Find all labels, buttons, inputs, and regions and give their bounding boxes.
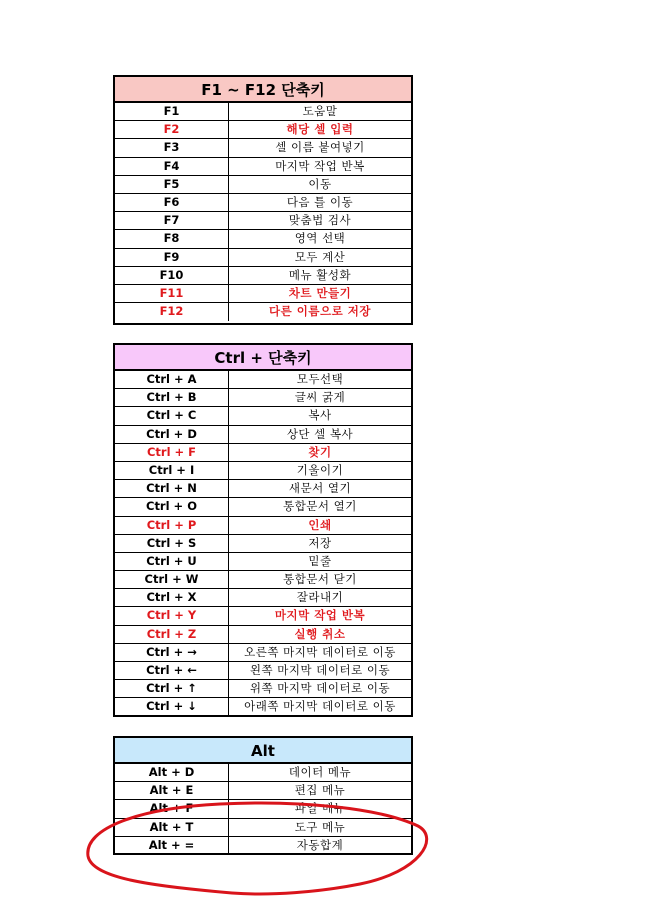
shortcut-key: F7 <box>115 212 229 229</box>
shortcut-key: F8 <box>115 230 229 247</box>
shortcut-key: Ctrl + F <box>115 444 229 461</box>
shortcut-description: 다른 이름으로 저장 <box>269 304 371 319</box>
table-title: Alt <box>115 738 411 764</box>
shortcut-description: 기울이기 <box>296 462 344 477</box>
shortcut-key: Ctrl + W <box>115 571 229 588</box>
shortcut-key: F1 <box>115 103 229 120</box>
shortcut-description: 통합문서 닫기 <box>283 572 357 587</box>
shortcut-description: 셀 이름 붙여넣기 <box>275 140 365 155</box>
shortcut-description: 이동 <box>308 176 332 191</box>
shortcut-key: Ctrl + S <box>115 535 229 552</box>
shortcut-key: Ctrl + U <box>115 553 229 570</box>
shortcut-description: 저장 <box>308 535 332 550</box>
shortcut-description: 밑줄 <box>308 553 332 568</box>
shortcut-key: F9 <box>115 249 229 266</box>
shortcut-key: Alt + T <box>115 819 229 836</box>
shortcut-description: 마지막 작업 반복 <box>274 608 366 623</box>
shortcut-key: F4 <box>115 158 229 175</box>
shortcut-description: 아래쪽 마지막 데이터로 이동 <box>244 699 396 714</box>
shortcut-key: F3 <box>115 139 229 156</box>
shortcut-description: 오른쪽 마지막 데이터로 이동 <box>244 644 396 659</box>
shortcut-key: Ctrl + P <box>115 517 229 534</box>
shortcut-description: 인쇄 <box>308 517 332 532</box>
shortcut-description: 왼쪽 마지막 데이터로 이동 <box>249 663 391 677</box>
shortcut-description: 잘라내기 <box>296 590 344 605</box>
shortcut-key: F5 <box>115 176 229 193</box>
shortcut-key: Alt + E <box>115 782 229 799</box>
shortcut-key: Ctrl + N <box>115 480 229 497</box>
shortcut-key: Ctrl + A <box>115 371 229 388</box>
shortcut-key: Ctrl + O <box>115 498 229 515</box>
table-title: F1 ~ F12 단축키 <box>115 77 411 103</box>
shortcut-description: 다음 틀 이동 <box>286 194 354 209</box>
shortcut-key: Alt + D <box>115 764 229 781</box>
shortcut-description: 모두선택 <box>296 372 344 386</box>
shortcut-description: 맞춤법 검사 <box>288 213 352 228</box>
shortcut-description: 실행 취소 <box>294 626 346 641</box>
shortcut-key: F11 <box>115 285 229 302</box>
shortcut-description: 파일 메뉴 <box>294 801 346 816</box>
shortcut-description: 도움말 <box>302 104 338 118</box>
shortcut-key: Ctrl + B <box>115 389 229 406</box>
shortcut-description: 새문서 열기 <box>288 481 352 496</box>
shortcut-key: Alt + = <box>115 837 229 855</box>
shortcut-key: Ctrl + ↑ <box>115 680 229 697</box>
shortcut-description: 차트 만들기 <box>288 285 352 300</box>
shortcut-key: Ctrl + Z <box>115 626 229 643</box>
shortcut-description: 글씨 굵게 <box>294 390 346 405</box>
shortcut-description: 위쪽 마지막 데이터로 이동 <box>249 681 391 696</box>
shortcut-description: 통합문서 열기 <box>283 499 357 514</box>
shortcut-key: F10 <box>115 267 229 284</box>
shortcut-description: 복사 <box>308 408 332 423</box>
shortcut-key: Ctrl + → <box>115 644 229 661</box>
shortcut-description: 찾기 <box>308 444 332 459</box>
shortcut-description: 메뉴 활성화 <box>288 267 352 282</box>
shortcut-key: Ctrl + Y <box>115 607 229 624</box>
shortcut-key: Ctrl + ← <box>115 662 229 679</box>
shortcut-key: Ctrl + D <box>115 426 229 443</box>
shortcut-key: F2 <box>115 121 229 138</box>
shortcut-key: Alt + F <box>115 800 229 817</box>
shortcut-key: Ctrl + X <box>115 589 229 606</box>
shortcut-description: 자동합계 <box>296 837 344 852</box>
shortcut-description: 데이터 메뉴 <box>288 765 352 779</box>
shortcut-description: 마지막 작업 반복 <box>275 158 365 173</box>
shortcut-description: 편집 메뉴 <box>294 783 346 798</box>
shortcut-key: F6 <box>115 194 229 211</box>
shortcut-description: 상단 셀 복사 <box>286 426 354 441</box>
shortcut-description: 모두 계산 <box>294 249 346 264</box>
shortcut-key: Ctrl + C <box>115 407 229 424</box>
table-title: Ctrl + 단축키 <box>115 345 411 371</box>
shortcut-key: Ctrl + ↓ <box>115 698 229 716</box>
shortcut-key: F12 <box>115 303 229 321</box>
shortcut-description: 영역 선택 <box>294 231 346 246</box>
shortcut-key: Ctrl + I <box>115 462 229 479</box>
shortcut-description: 해당 셀 입력 <box>286 122 354 137</box>
shortcut-description: 도구 메뉴 <box>294 819 346 834</box>
